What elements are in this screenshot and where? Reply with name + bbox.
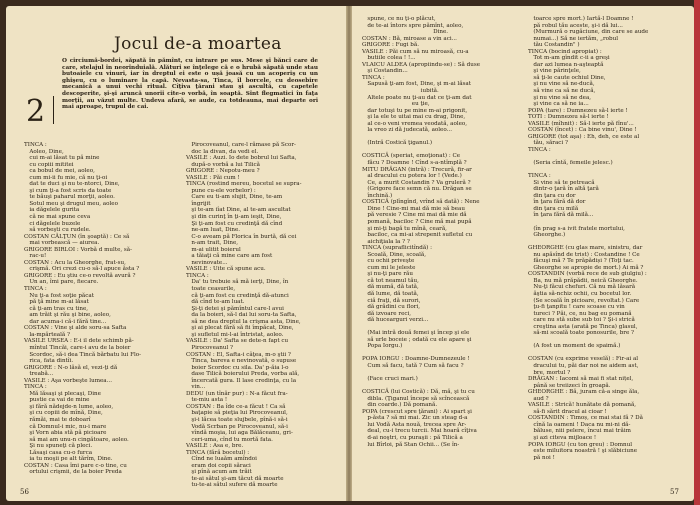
right-column-1: spune, ce nu ţi-o plăcut, de te-ai întors spre pămînt, aoleo, Dine. COSTAN : Bă, miroase a vin aci... GRIGORE : Fugi bă. VASILE : Păi cum să nu miroasă, cu-a butiile colea ! !... VLAICU ALDEA (apropiindu-se) : Să duse şi Costandin... TINCA : Sapusă ţi-am fost, Dine, şi m-ai lăsat iubită. Altele poate nu ţi-au dat ce ţi-am dat eu ţie, dar totuşi tu pe mine m-ai prigonit, şi la ele te uitai mai cu drag, Dine, al ce-o veni vremea veodată, aoleo, la vreo zi dă judecată, aoleo... (Intră Costică ţiganul.) COSTICĂ (speriat, emoţionat) : Ce făcu ? Doamne ! Cînd s-a-ntîmplă ? MITU DRĂGAN (intră) : Trecură, fir-ar al dracului cu potera lor ! (Vede.) Ce, a murit Costandin ? Va gruleră ? (Grigore face semn că nu. Drăgan se închină.) COSTICĂ (plîngînd, vrînd să dată) : Nene Dine ! Cine-mi mai dă mie să beau pă veresie ? Cine mi mai dă mie dă pomană, baciloc ? Cine mă mai pupă şi mi-ţi bagă tu mînă, ceară, baciloc, ca mi-ai strepenit sufletul cu aichiţiala la ? ? TINCA (supraflicitîndă) : Scoală, Dine, scoală, cu ochii priveşte cum mi le jeleste şi nu-ţi pare rău că tot neamul tău, dă mumă, dă tată, dă lume, dă toată, ciă fraţi, dă surori, dă grădini cu flori, dă izvoare reci, dă hucearguri verzi... (Mai intră două femei şi încep şi ele să urle boceie ; odată cu ele apare şi Popa Iorgu.) POPA IORGU : Doamne-Dumnezeule ! Cum să facu, tată ? Cum să facu ? (Face cruci mari.) COSTICĂ (lui Costică) : Dă, mă, şi tu cu dibla. (Ţiganul începe să scîncească din coarde.) Dă pomană. POPA (crescut spre ţărani) : Ai spart şi p-ăsta ? să mi mai. Zic un steag d-a lui Vodă Asta nouă, trecea spre Ar- deal, cu-i trecu turcii. Mai hoară cîţiva d-ai noştri, cu puraşii : pă Tilică a lui Bîrloi, pă Stan Ochii... (Se în-: [362, 16, 481, 448]
stage-directions: O circiumă-bordei, săpată în pămînt, cu intrare pe sus. Mese şi bănci care de care, stelajul în neorînduială. Alături se înţelege că e o hrubă săpată unde stau butoaiele cu vinuri, iar în dreptul ei este o ușă joasă cu un acoperiş cu un ghişeu, cu o luminare la capă. Nevasta-sa, Tinca, îl borcele, cu deosebire mecanică a unui vechi ritual. Cîţiva ţărani stau şi ascultă, cu capetele descoperite, şi-şi aruncă unorii cite-o vorbă, în soaptă. Sînt flegmatici în faţa morţii, au văzut multe. Undeva afară, se aude, ca totdeauna, mai departe ori mai aproape, trupul de cai.: [62, 58, 318, 111]
left-column-1: TINCA : Aoleo, Dine, cui m-ai lăsat tu pă mine cu copiii mititei ca bobul de mei, aoleo, cum mi-ii fu mie, că nu ţi-oi dat te duci şi nu te-ntorci, Dine, şi cum ţi-a fost scris da toate te băuşi paharul morţii, aoleo. Sotul meu şi drugul meu, aoleo ia dăgelele gurita că ne mai spune ceva ci dăgelele buzele să vorbeşti cu rudele. COSTAN CĂLŢUN (în şoaptă) : Ce să mai vorbească — aiurea. GRIGORE BIRLOI : Vorbă d multe, să- rac-u! COSTAN : Acu la Gheorghe, frat-su, crişmă. Ori crezi cu-o să-l apuce ăsta ? GRIGORE : Eu ştiu ce-o revoltă avură ? Un an, îmi pare, fiecare. TINCA : Nu ţi-a fost soţie păcat pă ţă mine m-ai lăsat că ţi-am tras cu tine, am trăit şi rău şi bine, aoleo, dar acuma-i că-i fără tine... COSTAN : Vine şi alde soru-sa Safta la-mpărteală ? VASILE URSEA : E-i il dete schimb pă- mîntul Tincăi, care-i avu de la boier Scordoc, să-i dea Tincă bărbatu lui Flo- rica, fata dintîi. GRIGORE : N-o lăsă el, vezi-ţi dă treabă... VASILE : Aşa vorbeşte lumea... TINCA : Mă lăsaşi şi plecaşi, Dine pustie ca vai de mine şi fără nădejde-n lume, aoleo, şi cu copiii de mînă, Dine, rămăi, mai te doboarî că Domnul-i mic, nu-i mare şi Vorn abia stă pă picioare să mai am unu-n cingătoare, aoleo. Şi nu spuneţi că pleci. Lăsaşi casa cu-o furca ia tu moşii pe alt tărîm, Dine. COSTAN : Casa îmi pare c-o tine, cu ortului crişmii, de la boier Preda: [24, 142, 142, 476]
page-number-right: 57: [670, 488, 679, 496]
tableau-divider: [53, 96, 54, 124]
tableau-number: 2: [26, 94, 46, 129]
left-page: [6, 6, 346, 501]
play-title: Jocul de-a moartea: [114, 34, 282, 54]
right-page: [352, 6, 694, 501]
page-number-left: 56: [20, 488, 29, 496]
right-column-2: toarce spre mort.) Iartă-l Doamne ! pă robul tău aceste, şi-i dă lui... (Murmură o rugăciune, din care se aude numai...) Să ne iertăm, „robul tău Costandin" ) TINCA (bocind apropiat) : Tot m-am gîndit c-ii a greşi dar azi lumea n-aşteaptă şi vine părinţele, să ţi-le caute ochiul Dine, şi nu vine să ne-ducă, să vine ca să ne ducă, şi nu vine să ne dea, şi vine ca să ne ia... POPA (tare) : Dumnezeu să-l ierte ! TOTI : Dumnezeu să-l ierte ! VASILE (mîhnit) : Să-l ierte pă fînu'... COSTAN (încet) : Ca bine vinu', Dine ! GRIGORE (tot aşa) : Eh, deh, ce este al tău, săraci ? TINCA : (Seria cîntă, femeile jelesc.) TINCA : Si vine să te petreacă dintr-o ţară în altă ţară din ţara cu dor în ţara fără dă dor din ţara cu milă în ţara fără dă milă... (în prag s-a ivit fratele mortului, Gheorghe.) GHEORGHE (cu glas mare, sinistru, dar nu apăsînd de trist) : Costandine ! Ce făcuşi mă ? Te prăpădiși ? (Toţi tac. Gheorghe se apropie de mort.) Ai mă ? COSTANDIN (vorbă rece de sub giulgiu) : Ba, nu mă prăpădii, neică Gheorghe. Nu-ţi făcui chefuri. Că nu mă lăsară ăştia să-nchiz ochii, cu bocetul lor. (Se scoală în picioare, revoltat.) Care ţu-fi ţanpitu ! care scoase cu vin tureci ? Păi, ce, nu bag eu pomană care nu stă sube sub toi ? Şi-i strică creştina asta (arată pe Tinca) glasul, să-mi scoală toate ponosurile, bre ? (A fost un moment de spaimă.) COSTAN (cu exprime veselă) : Fir-ai al dracului tu, păi dar noi ne aidem ast, bre, mortul ? DRĂGAN : Iacomi să mai fi stat nițel, până se treiizeci în groapă. GHEORGHE : Bă, juram că-a singe ăla, aud ? VASILE : Strică! hunătate dă pomană, să-fi sărit dracul ai cioar ! COSTANDIN : Timoș, ce mai stai fă ? Dă cînă la oameni ! Daca nu mi-ni dă- băluse, niii pelere, încui mai trăim şi azi citeva mijloace ! POPA IORGU (cu ton greu) : Domnul este miluitora noastră ! şi slăbiciune pă noi !: [528, 16, 649, 461]
left-column-2: Pirocoveanul, care-l rămase pă Scor- doc la divan, da vedi el. VASILE : Auzi. Io dete bobrul lui Safta, după-o vorbă a lui Tilică GRIGORE : Nepotu-meu ? VASILE : Păi cum ! TINCA (rostind mereu, bocetul se supra- pune cu-ele vorbelor) : Care eu ti-am slujit, Dine, te-am îngrijit şi te-am iîat Dine, al te-am ascultat şi din curinţ în ţi-am ieşit, Dine, Şi ţi-am fost cu credinţă dă cînd ne-am luat, Dine. C-o aveam pă Florica în burtă, dă cei n-am trait, Dine, m-ai ulitit boierul a tăiaţi că mine care am fost nevinovate... VASILE : Uite că spune acu. TINCA : Da' tu trebuie să mă ierţi, Dine, în toate ceasurile, că ţi-am fost cu credinţă dă-atunci dă cînd te-am luat. Şi-ţi detei şi pămîntul care-l avui da la boieri, să-l dai lui soru-ta Safta, să ne dea dreptul la crişma asta, Dine, şi ai plecat fără să fii împăcat, Dine, şi sufletul mi-l-ai întristat, aoleo. VASILE : Da' Safta se dete-n fapt cu Pirocoveanul ? COSTAN : El, Safta-i câţea, m-o ştii ? Tinca, bareva e nevinovată, o supuse boier Scordoc cu sila. Da' p-ăia l-o dase Tilică boierului Preda, vorba ală, încercată gura. Il lase credinţa, cu la vin... DEDU (un tînăr pur) : N-a făcut fra- te-miu asta ! COSTAN : Ba îde ce-a făcut ! Ca să baţapie să pieţia lui Pirocoveanul, şi-i lăcea toate slujbele, pînă-i să-i Vodă Scrban pe Pirocoveanul, să-i vîndă moşia, lui aga Bălăceanu, gri- ceri-uma, cînd tu mortă fata. VASILE : Asa e, bre. TINCA (fără bocetul) : Cînd ne luaăm amîndoi eram doi copii săraci şi pînă acum am trăit te-ai sătul şi-am tăcut dă moarte tu-te-ai sătul sufere dă moarte: [186, 142, 302, 489]
book-edge: [694, 0, 700, 505]
